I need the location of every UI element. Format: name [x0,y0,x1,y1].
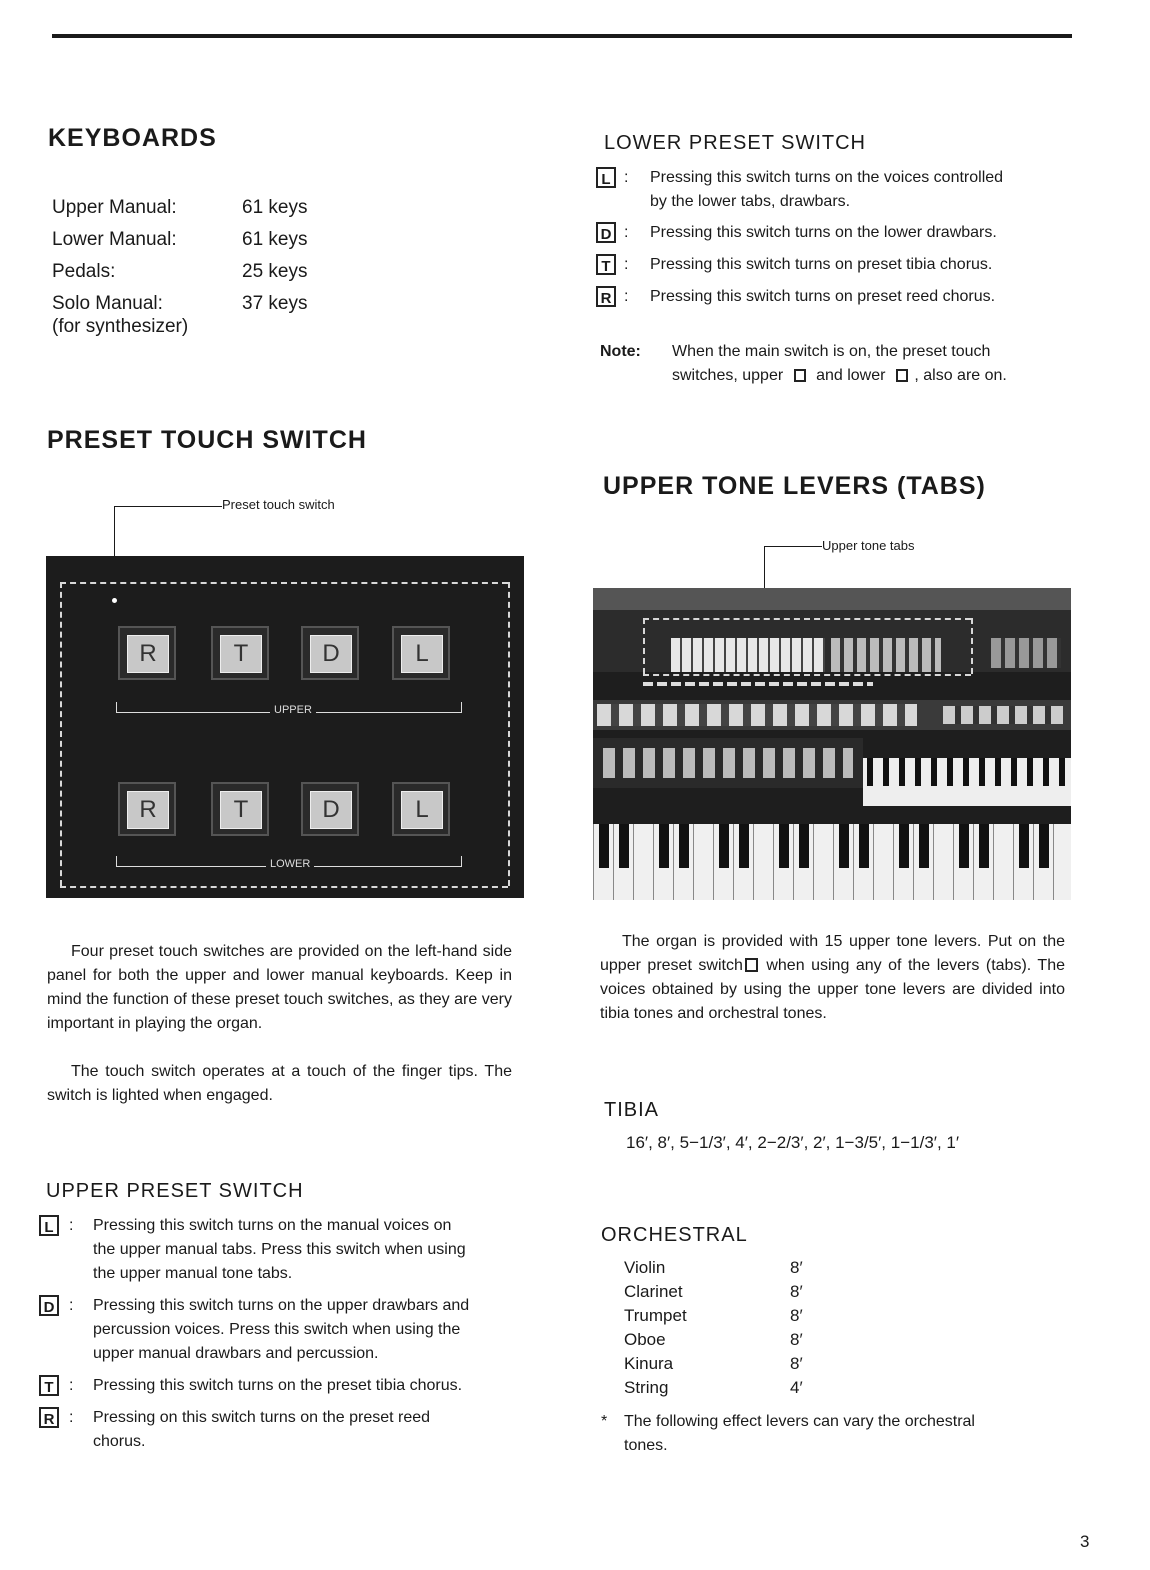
l-key-icon: L [596,167,616,188]
preset-callout-label: Preset touch switch [222,497,335,512]
keyboard-row: Upper Manual: 61 keys [52,197,308,218]
d-key-icon [896,369,908,382]
organ-console-photo [593,588,1071,900]
upper-d-button[interactable]: D [301,626,359,680]
callout-line [764,546,822,547]
orchestral-row: Kinura 8′ [624,1354,803,1373]
keyboard-row: Solo Manual: 37 keys [52,293,308,314]
orchestral-row: Violin 8′ [624,1258,803,1277]
d-key-icon: D [39,1295,59,1316]
orchestral-row: Trumpet 8′ [624,1306,803,1325]
preset-touch-para2: The touch switch operates at a touch of the finger tips. The switch is lighted when engaged. [47,1063,512,1104]
r-key-icon: R [596,286,616,307]
orchestral-footnote: * The following effect levers can vary the orchestral tones. [601,1413,975,1454]
lower-preset-title: LOWER PRESET SWITCH [604,132,866,154]
lower-preset-item: L : Pressing this switch turns on the voices controlled by the lower tabs, drawbars. [596,166,1072,214]
preset-touch-para1: Four preset touch switches are provided on the left-hand side panel for both the upper and lower manual keyboards. Keep in mind the function of these preset touch switches, as they are very important in playing the organ. [47,943,512,1032]
t-key-icon: T [596,254,616,275]
d-key-icon: D [596,222,616,243]
preset-touch-title: PRESET TOUCH SWITCH [47,426,367,454]
lower-d-button[interactable]: D [301,782,359,836]
upper-preset-item: L : Pressing this switch turns on the manual voices on the upper manual tabs. Press this switch when using the upper manual tone tabs. [39,1214,513,1286]
orchestral-title: ORCHESTRAL [601,1224,748,1246]
lower-preset-item: T : Pressing this switch turns on preset tibia chorus. [596,253,1072,277]
lower-t-button[interactable]: T [211,782,269,836]
upper-preset-item: T : Pressing this switch turns on the preset tibia chorus. [39,1374,513,1398]
d-key-icon [794,369,806,382]
upper-tone-callout-label: Upper tone tabs [822,538,915,553]
lower-label: LOWER [266,858,314,870]
orchestral-row: Oboe 8′ [624,1330,803,1349]
callout-line [114,506,222,507]
upper-l-button[interactable]: L [392,626,450,680]
upper-preset-item: R : Pressing on this switch turns on the preset reed chorus. [39,1406,513,1454]
lower-preset-item: R : Pressing this switch turns on preset reed chorus. [596,285,1072,309]
upper-r-button[interactable]: R [118,626,176,680]
r-key-icon: R [39,1407,59,1428]
upper-label: UPPER [270,704,316,716]
lower-preset-note: Note: When the main switch is on, the preset touch switches, upper and lower , also are on. [600,340,1072,388]
keyboard-row: Lower Manual: 61 keys [52,229,308,250]
l-key-icon: L [39,1215,59,1236]
orchestral-row: Clarinet 8′ [624,1282,803,1301]
tibia-title: TIBIA [604,1099,660,1121]
lower-preset-item: D : Pressing this switch turns on the lower drawbars. [596,221,1072,245]
solo-note: (for synthesizer) [52,316,189,337]
upper-preset-item: D : Pressing this switch turns on the upper drawbars and percussion voices. Press this switch when using the upper manual drawbars and percussion. [39,1294,513,1366]
upper-tone-title: UPPER TONE LEVERS (TABS) [603,472,986,500]
keyboards-title: KEYBOARDS [48,124,217,152]
t-key-icon: T [39,1375,59,1396]
tibia-values: 16′, 8′, 5−1/3′, 4′, 2−2/3′, 2′, 1−3/5′, 1−1/3′, 1′ [626,1133,960,1152]
upper-preset-title: UPPER PRESET SWITCH [46,1180,304,1202]
upper-t-button[interactable]: T [211,626,269,680]
lower-l-button[interactable]: L [392,782,450,836]
note-label: Note: [600,343,641,360]
l-key-icon [745,958,758,972]
page-number: 3 [1080,1532,1090,1551]
lower-r-button[interactable]: R [118,782,176,836]
orchestral-row: String 4′ [624,1378,803,1397]
top-rule [52,34,1072,38]
keyboard-row: Pedals: 25 keys [52,261,308,282]
preset-panel-photo [46,556,524,898]
upper-tone-para: The organ is provided with 15 upper tone levers. Put on the upper preset switch when using any of the levers (tabs). The voices obtained by using the upper tone levers are divided into tibia tones and orchestral tones. [600,933,1066,1022]
